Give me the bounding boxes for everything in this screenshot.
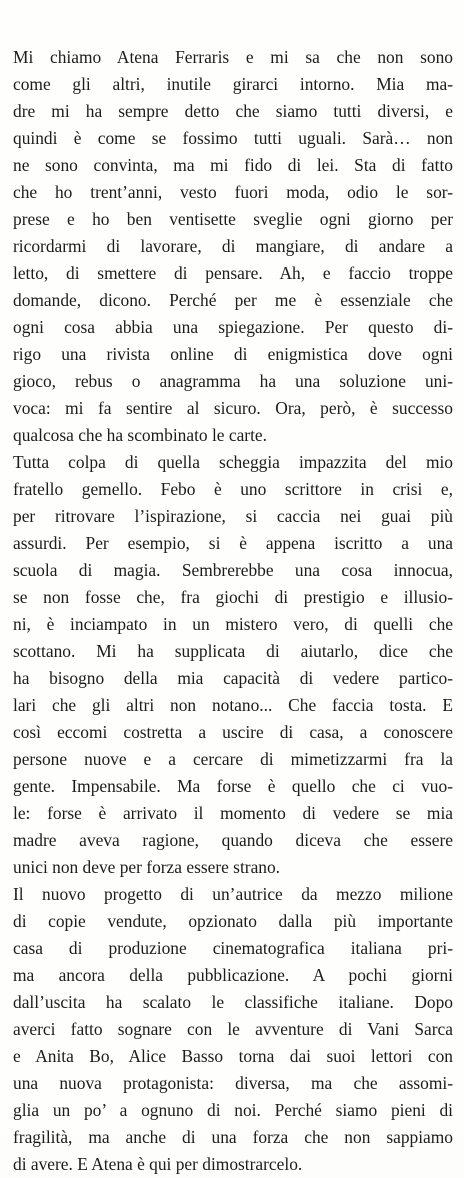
text-line: voca: mi fa sentire al sicuro. Ora, però, è successo: [13, 398, 453, 418]
text-line: domande, dicono. Perché per me è essenziale che: [13, 290, 453, 310]
text-line: Mi chiamo Atena Ferraris e mi sa che non sono: [13, 47, 453, 67]
text-line: unici non deve per forza essere strano.: [13, 857, 281, 877]
text-line: averci fatto sognare con le avventure di Vani Sarca: [13, 1019, 453, 1039]
text-line: scuola di magia. Sembrerebbe una cosa innocua,: [13, 560, 453, 580]
text-line: ma ancora della pubblicazione. A pochi giorni: [13, 965, 453, 985]
text-line: rigo una rivista online di enigmistica dove ogni: [13, 344, 453, 364]
paragraph-1: [13, 44, 453, 449]
text-line: gente. Impensabile. Ma forse è quello che ci vuo-: [13, 776, 453, 796]
text-line: glia un po’ a ognuno di noi. Perché siamo pieni di: [13, 1100, 453, 1120]
text-line: letto, di smettere di pensare. Ah, e faccio troppe: [13, 263, 453, 283]
text-line: di copie vendute, opzionato dalla più importante: [13, 911, 453, 931]
text-line: le: forse è arrivato il momento di vedere se mia: [13, 803, 453, 823]
text-line: ogni cosa abbia una spiegazione. Per questo di-: [13, 317, 453, 337]
text-line: come gli altri, inutile girarci intorno. Mia ma-: [13, 74, 453, 94]
text-line: fragilità, ma anche di una forza che non sappiamo: [13, 1127, 453, 1147]
text-line: di avere. E Atena è qui per dimostrarcelo.: [13, 1154, 303, 1174]
text-line: ricordarmi di lavorare, di mangiare, di andare a: [13, 236, 453, 256]
text-line: casa di produzione cinematografica italiana pri-: [13, 938, 453, 958]
text-line: che ho trent’anni, vesto fuori moda, odio le sor-: [13, 182, 453, 202]
paragraph-3: [13, 881, 453, 1178]
text-line: e Anita Bo, Alice Basso torna dai suoi lettori con: [13, 1046, 453, 1066]
text-line: Il nuovo progetto di un’autrice da mezzo milione: [13, 884, 453, 904]
text-line: prese e ho ben ventisette sveglie ogni giorno per: [13, 209, 453, 229]
paragraph-2: [13, 449, 453, 881]
text-line: scottano. Mi ha supplicata di aiutarlo, dice che: [13, 641, 453, 661]
text-line: ne sono convinta, ma mi fido di lei. Sta di fatto: [13, 155, 453, 175]
text-line: assurdi. Per esempio, si è appena iscritto a una: [13, 533, 453, 553]
text-line: madre aveva ragione, quando diceva che essere: [13, 830, 453, 850]
text-line: per ritrovare l’ispirazione, si caccia nei guai più: [13, 506, 453, 526]
text-line: se non fosse che, fra giochi di prestigio e illusio-: [13, 587, 453, 607]
text-line: gioco, rebus o anagramma ha una soluzione uni-: [13, 371, 453, 391]
text-line: ha bisogno della mia capacità di vedere partico-: [13, 668, 453, 688]
text-line: dre mi ha sempre detto che siamo tutti diversi, e: [13, 101, 453, 121]
blurb-text: [13, 44, 453, 1178]
text-line: dall’uscita ha scalato le classifiche italiane. Dopo: [13, 992, 453, 1012]
text-line: persone nuove e a cercare di mimetizzarmi fra la: [13, 749, 453, 769]
text-line: Tutta colpa di quella scheggia impazzita del mio: [13, 452, 453, 472]
text-line: così eccomi costretta a uscire di casa, a conoscere: [13, 722, 453, 742]
text-line: quindi è come se fossimo tutti uguali. Sarà… non: [13, 128, 453, 148]
text-line: lari che gli altri non notano... Che faccia tosta. E: [13, 695, 453, 715]
text-line: una nuova protagonista: diversa, ma che assomi-: [13, 1073, 453, 1093]
text-line: qualcosa che ha scombinato le carte.: [13, 425, 267, 445]
text-line: ni, è inciampato in un mistero vero, di quelli che: [13, 614, 453, 634]
text-line: fratello gemello. Febo è uno scrittore in crisi e,: [13, 479, 453, 499]
